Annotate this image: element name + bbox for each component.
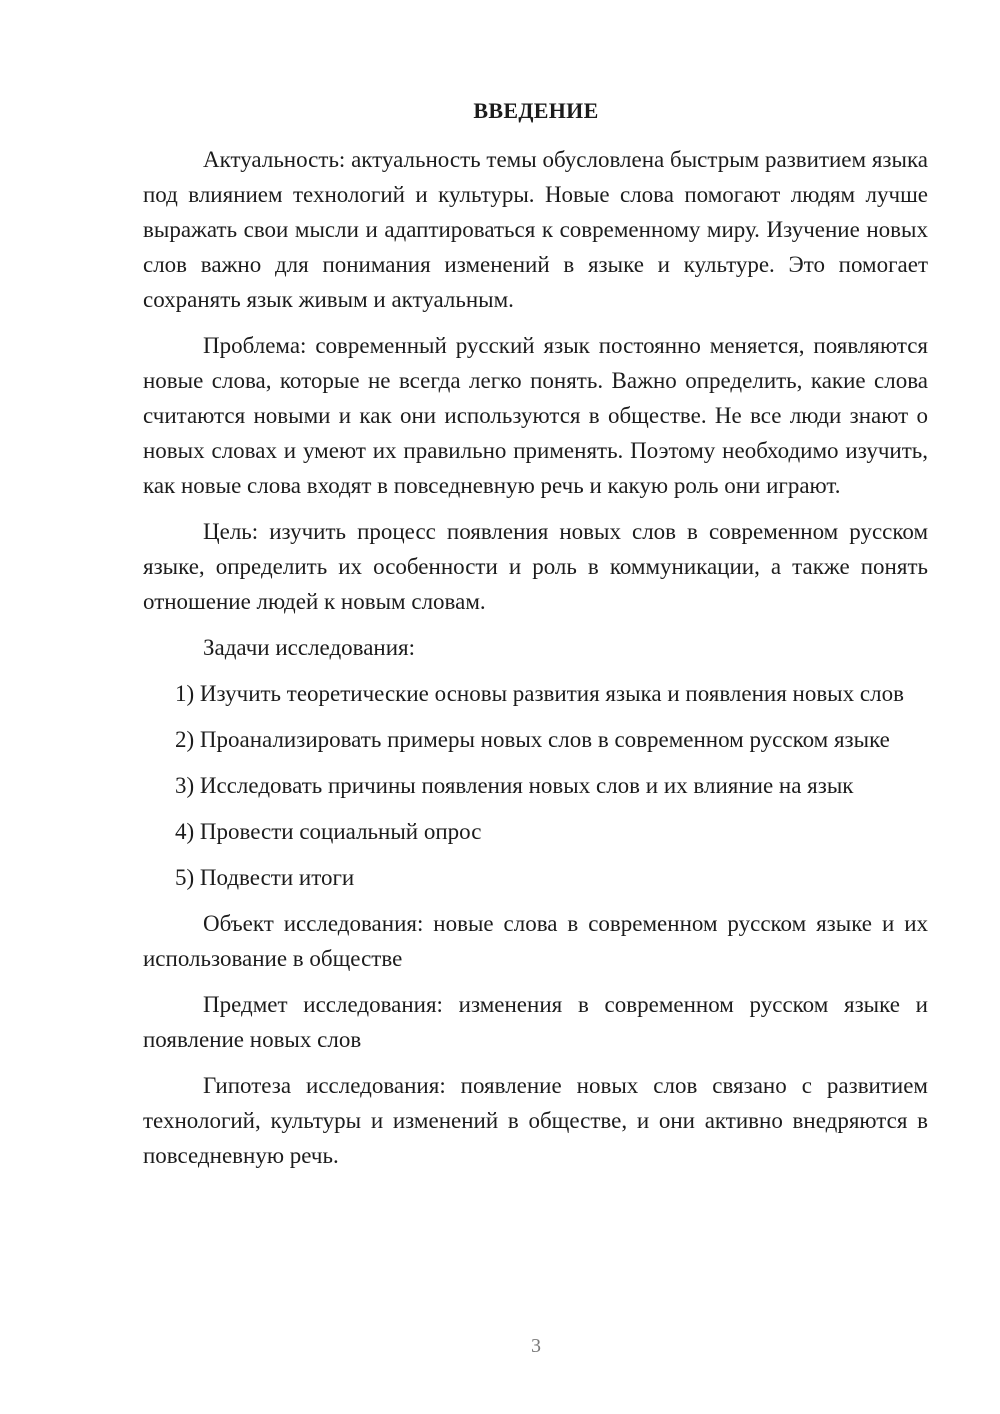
paragraph-hypothesis: Гипотеза исследования: появление новых слов связано с развитием технологий, культуры и изменений в обществе, и они активно внедряются в повседневную речь.: [143, 1073, 928, 1168]
body-text: [143, 142, 928, 1184]
task-item-1: 1) Изучить теоретические основы развития языка и появления новых слов: [175, 681, 904, 706]
task-item-5: 5) Подвести итоги: [175, 865, 355, 890]
paragraph-problem: Проблема: современный русский язык постоянно меняется, появляются новые слова, которые не всегда легко понять. Важно определить, какие слова считаются новыми и как они используются в обществе. Не все люди знают о новых словах и умеют их правильно применять. Поэтому необходимо изучить, как новые слова входят в повседневную речь и какую роль они играют.: [143, 333, 928, 498]
page-number: 3: [531, 1335, 541, 1357]
paragraph-tasks-intro: Задачи исследования:: [203, 635, 416, 660]
section-heading: ВВЕДЕНИЕ: [473, 98, 599, 123]
task-item-4: 4) Провести социальный опрос: [175, 819, 482, 844]
task-item-3: 3) Исследовать причины появления новых слов и их влияние на язык: [175, 773, 854, 798]
task-item-2: 2) Проанализировать примеры новых слов в современном русском языке: [175, 727, 890, 752]
paragraph-object: Объект исследования: новые слова в современном русском языке и их использование в обществе: [143, 911, 928, 971]
paragraph-goal: Цель: изучить процесс появления новых слов в современном русском языке, определить их особенности и роль в коммуникации, а также понять отношение людей к новым словам.: [143, 519, 928, 614]
paragraph-subject: Предмет исследования: изменения в современном русском языке и появление новых слов: [143, 992, 928, 1052]
paragraph-relevance: Актуальность: актуальность темы обусловлена быстрым развитием языка под влиянием технологий и культуры. Новые слова помогают людям лучше выражать свои мысли и адаптироваться к современному миру. Изучение новых слов важно для понимания изменений в языке и культуре. Это помогает сохранять язык живым и актуальным.: [143, 147, 928, 312]
